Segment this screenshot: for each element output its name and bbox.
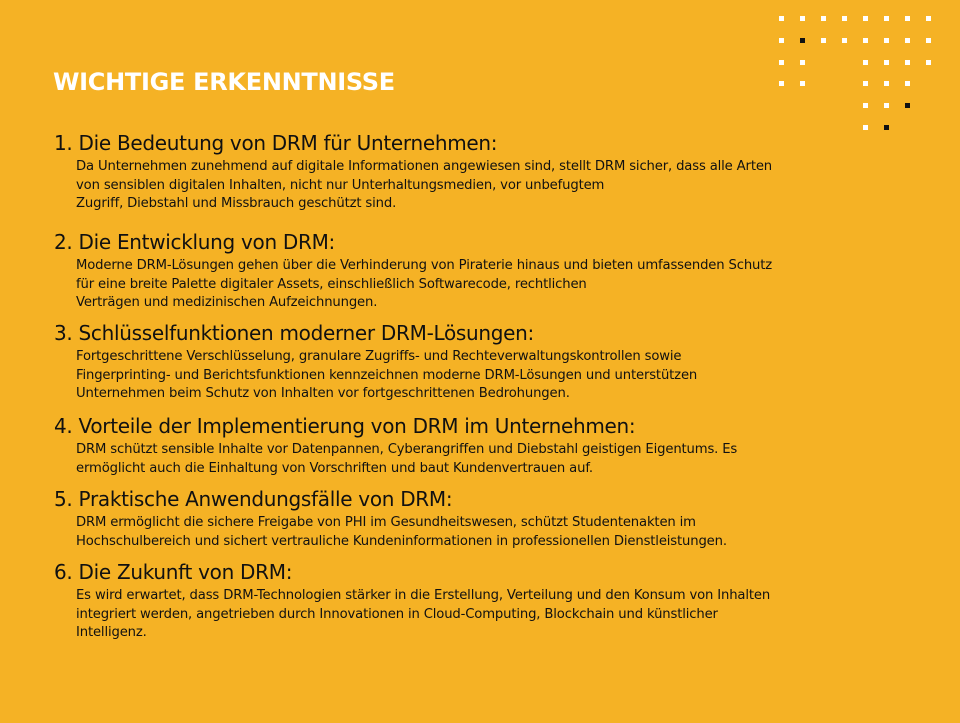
body-line: von sensiblen digitalen Inhalten, nicht nur Unterhaltungsmedien, vor unbefugtem — [76, 177, 605, 193]
body-line: Fingerprinting- und Berichtsfunktionen kennzeichnen moderne DRM-Lösungen und unterstützen — [76, 367, 698, 383]
decorative-dot — [863, 60, 868, 65]
decorative-dot — [779, 16, 784, 21]
section-heading: 4. Vorteile der Implementierung von DRM im Unternehmen: — [54, 414, 636, 438]
decorative-dot — [926, 38, 931, 43]
decorative-dot — [779, 81, 784, 86]
section-2 — [54, 230, 904, 313]
decorative-dot — [905, 60, 910, 65]
body-line: Verträgen und medizinischen Aufzeichnungen. — [76, 295, 378, 311]
section-heading: 1. Die Bedeutung von DRM für Unternehmen: — [54, 131, 498, 155]
decorative-dot — [884, 60, 889, 65]
section-heading: 2. Die Entwicklung von DRM: — [54, 230, 335, 254]
section-body — [76, 441, 904, 478]
decorative-dot — [779, 60, 784, 65]
section-body — [76, 514, 904, 551]
body-line: Zugriff, Diebstahl und Missbrauch geschützt sind. — [76, 196, 397, 212]
decorative-dot — [863, 103, 868, 108]
decorative-dot — [863, 16, 868, 21]
section-heading: 5. Praktische Anwendungsfälle von DRM: — [54, 487, 453, 511]
section-3 — [54, 321, 904, 404]
decorative-dot — [905, 16, 910, 21]
decorative-dot — [863, 38, 868, 43]
body-line: DRM schützt sensible Inhalte vor Datenpannen, Cyberangriffen und Diebstahl geistigen Eigentums. Es — [76, 442, 738, 457]
body-line: Unternehmen beim Schutz von Inhalten vor fortgeschrittenen Bedrohungen. — [76, 386, 570, 402]
decorative-dot — [863, 81, 868, 86]
decorative-dot — [905, 81, 910, 86]
body-line: ermöglicht auch die Einhaltung von Vorschriften und baut Kundenvertrauen auf. — [76, 460, 593, 476]
body-line: Es wird erwartet, dass DRM-Technologien stärker in die Erstellung, Verteilung und den Konsum von Inhalten — [76, 588, 771, 603]
section-5 — [54, 487, 904, 551]
section-6 — [54, 560, 904, 643]
decorative-dot — [842, 38, 847, 43]
decorative-dot — [926, 16, 931, 21]
decorative-dot — [905, 103, 910, 108]
decorative-dot — [905, 38, 910, 43]
section-body — [76, 158, 904, 214]
body-line: DRM ermöglicht die sichere Freigabe von PHI im Gesundheitswesen, schützt Studentenakten im — [76, 515, 696, 530]
decorative-dot — [800, 16, 805, 21]
body-line: Intelligenz. — [76, 625, 147, 641]
body-line: für eine breite Palette digitaler Assets, einschließlich Softwarecode, rechtlichen — [76, 276, 587, 292]
decorative-dot — [842, 16, 847, 21]
body-line: Hochschulbereich und sichert vertrauliche Kundeninformationen in professionellen Dienstleistungen. — [76, 533, 727, 549]
decorative-dot — [800, 81, 805, 86]
decorative-dot — [800, 38, 805, 43]
decorative-dot — [779, 38, 784, 43]
decorative-dot — [821, 38, 826, 43]
decorative-dot — [821, 16, 826, 21]
section-4 — [54, 414, 904, 478]
section-body — [76, 348, 904, 404]
decorative-dot — [884, 81, 889, 86]
body-line: Da Unternehmen zunehmend auf digitale Informationen angewiesen sind, stellt DRM sicher, dass alle Arten — [76, 159, 773, 174]
decorative-dot — [884, 125, 889, 130]
section-heading: 3. Schlüsselfunktionen moderner DRM-Lösungen: — [54, 321, 534, 345]
body-line: integriert werden, angetrieben durch Innovationen in Cloud-Computing, Blockchain und künstlicher — [76, 606, 718, 622]
section-heading: 6. Die Zukunft von DRM: — [54, 560, 293, 584]
decorative-dot — [884, 38, 889, 43]
section-body — [76, 257, 904, 313]
section-body — [76, 587, 904, 643]
body-line: Moderne DRM-Lösungen gehen über die Verhinderung von Piraterie hinaus und bieten umfassenden Schutz — [76, 258, 773, 273]
decorative-dot — [926, 60, 931, 65]
body-line: Fortgeschrittene Verschlüsselung, granulare Zugriffs- und Rechteverwaltungskontrollen sowie — [76, 349, 682, 364]
section-1 — [54, 131, 904, 214]
page-title: WICHTIGE ERKENNTNISSE — [53, 68, 395, 96]
decorative-dot — [884, 103, 889, 108]
decorative-dot — [884, 16, 889, 21]
decorative-dot — [800, 60, 805, 65]
decorative-dot — [863, 125, 868, 130]
